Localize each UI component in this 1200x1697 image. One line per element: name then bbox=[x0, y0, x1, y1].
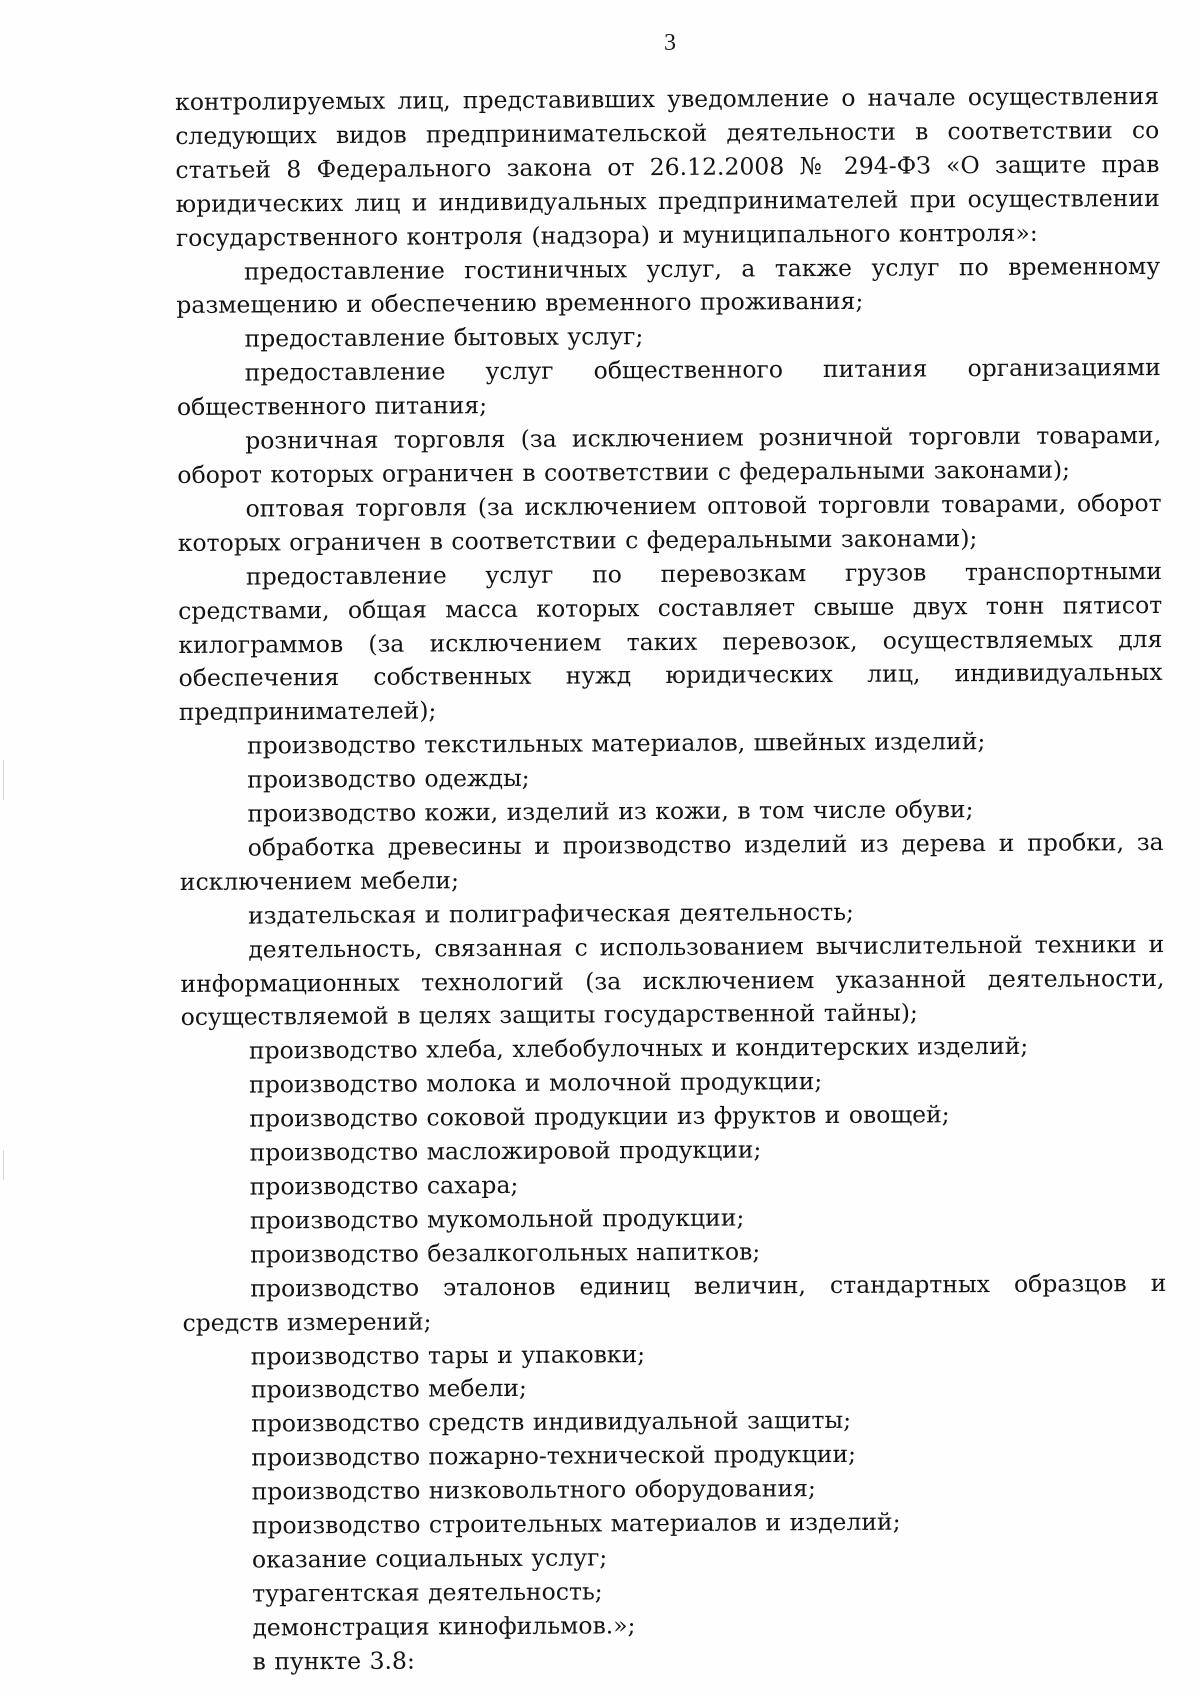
list-item-retail-trade: розничная торговля (за исключением розничной торговли товарами, оборот которых ограничен в соответствии с федеральными законами); bbox=[177, 421, 1162, 489]
list-item-bakery: производство хлеба, хлебобулочных и кондитерских изделий; bbox=[248, 1032, 1029, 1065]
list-item-dairy: производство молока и молочной продукции; bbox=[249, 1067, 823, 1099]
list-item-hotel-services: предоставление гостиничных услуг, а также услуг по временному размещению и обеспечению временного проживания; bbox=[176, 251, 1161, 320]
list-item-low-voltage: производство низковольтного оборудования; bbox=[251, 1474, 816, 1506]
list-item-sugar: производство сахара; bbox=[249, 1170, 519, 1201]
list-item-social-services: оказание социальных услуг; bbox=[251, 1543, 608, 1574]
list-item-packaging: производство тары и упаковки; bbox=[250, 1339, 646, 1371]
list-item-measurement-standards: производство эталонов единиц величин, стандартных образцов и средств измерений; bbox=[182, 1268, 1167, 1337]
scan-edge-mark bbox=[3, 760, 4, 800]
list-item-travel-agency: турагентская деятельность; bbox=[252, 1577, 603, 1608]
list-item-catering-services: предоставление услуг общественного питания организациями общественного питания; bbox=[176, 353, 1161, 422]
page-number: 3 bbox=[664, 30, 676, 56]
list-item-publishing: издательская и полиграфическая деятельность; bbox=[247, 897, 854, 930]
scan-edge-mark bbox=[3, 1150, 4, 1180]
list-item-juice: производство соковой продукции из фруктов и овощей; bbox=[249, 1100, 950, 1133]
list-item-fire-technical: производство пожарно-технической продукции; bbox=[251, 1440, 857, 1472]
paragraph-clause-reference: в пункте 3.8: bbox=[252, 1646, 415, 1676]
list-item-protective-equipment: производство средств индивидуальной защиты; bbox=[251, 1406, 852, 1438]
list-item-leather: производство кожи, изделий из кожи, в том числе обуви; bbox=[247, 795, 974, 828]
list-item-household-services: предоставление бытовых услуг; bbox=[244, 322, 644, 353]
list-item-oil-fat: производство масложировой продукции; bbox=[249, 1135, 762, 1167]
list-item-building-materials: производство строительных материалов и изделий; bbox=[251, 1507, 901, 1540]
list-item-wholesale-trade: оптовая торговля (за исключением оптовой торговли товарами, оборот которых ограничен в соответствии с федеральными законами); bbox=[177, 488, 1162, 557]
list-item-computing-it: деятельность, связанная с использованием вычислительной техники и информационных технологий (за исключением указанной деятельности, осуществляемой в целях защиты государственной тайны); bbox=[180, 929, 1165, 1032]
list-item-freight-transport: предоставление услуг по перевозкам грузов транспортными средствами, общая масса которых составляет свыше двух тонн пятисот килограммов (за исключением таких перевозок, осуществляемых для обеспечения собственных нужд юридических лиц, индивидуальных предпринимателей); bbox=[178, 556, 1163, 727]
list-item-film-screening: демонстрация кинофильмов.»; bbox=[252, 1610, 636, 1642]
list-item-wood-processing: обработка древесины и производство изделий из дерева и пробки, за исключением мебели; bbox=[179, 827, 1164, 896]
list-item-soft-drinks: производство безалкогольных напитков; bbox=[250, 1237, 761, 1269]
document-body bbox=[175, 80, 1169, 1680]
list-item-furniture: производство мебели; bbox=[250, 1374, 528, 1404]
list-item-textiles: производство текстильных материалов, швейных изделий; bbox=[246, 727, 986, 760]
paragraph-intro: контролируемых лиц, представивших уведомление о начале осуществления следующих видов предпринимательской деятельности в соответствии со статьей 8 Федерального закона от 26.12.2008 № 294-ФЗ «О защите прав юридических лиц и индивидуальных предпринимателей при осуществлении государственного контроля (надзора) и муниципального контроля»: bbox=[175, 81, 1160, 252]
list-item-flour: производство мукомольной продукции; bbox=[249, 1203, 745, 1235]
list-item-clothing: производство одежды; bbox=[247, 763, 530, 794]
